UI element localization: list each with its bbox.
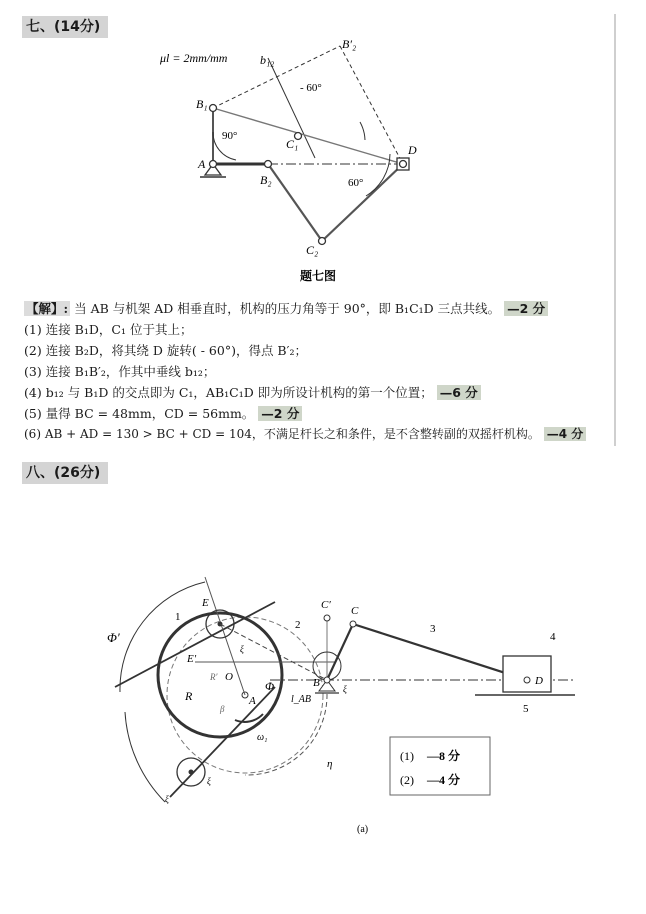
joint-B1 bbox=[210, 105, 217, 112]
section7-solution bbox=[24, 298, 624, 445]
score-badge: —2 分 bbox=[504, 301, 548, 316]
joint-B2 bbox=[265, 161, 272, 168]
line-B1-D bbox=[213, 108, 403, 164]
label-A-fig8: A bbox=[249, 695, 256, 707]
label-xi-2: ξ bbox=[343, 684, 347, 694]
label-B: B bbox=[313, 677, 320, 689]
arc-rotation-60a bbox=[360, 122, 365, 140]
label-B2: B₂ bbox=[260, 173, 272, 187]
joint-C2 bbox=[319, 238, 326, 245]
label-1: 1 bbox=[175, 611, 181, 623]
label-E: E bbox=[202, 597, 209, 609]
label-A: A bbox=[198, 157, 206, 171]
link-B2C2 bbox=[268, 164, 322, 241]
step-text: 连接 B₁D，C₁ 位于其上； bbox=[45, 322, 193, 337]
solution-step bbox=[24, 361, 624, 382]
arc-lower bbox=[125, 712, 165, 802]
label-C: C bbox=[351, 605, 359, 617]
label-phi: Φ bbox=[265, 679, 275, 693]
label-R-prime: R′ bbox=[210, 672, 218, 682]
step-number: (5) bbox=[24, 406, 42, 421]
label-omega1: ω₁ bbox=[257, 732, 268, 743]
score-box-item2-num: (2) bbox=[400, 773, 414, 787]
step-number: (2) bbox=[24, 343, 42, 358]
solution-step bbox=[24, 382, 624, 403]
step-text: 量得 BC = 48mm，CD = 56mm。 bbox=[45, 406, 255, 421]
label-90: 90° bbox=[222, 130, 238, 142]
score-badge: —6 分 bbox=[437, 385, 481, 400]
figure-8-cam-slider-diagram bbox=[95, 562, 605, 837]
link-C2D bbox=[322, 164, 403, 241]
scale-label: μl = 2mm/mm bbox=[160, 51, 228, 65]
label-E-prime: E′ bbox=[187, 653, 197, 665]
score-badge: —4 分 bbox=[544, 427, 587, 441]
slider-block bbox=[503, 656, 551, 692]
joint-C-prime bbox=[324, 615, 330, 621]
figure-7-caption: 题七图 bbox=[300, 269, 337, 283]
solution-intro-text: 当 AB 与机架 AD 相垂直时，机构的压力角等于 90°，即 B₁C₁D 三点共线。 bbox=[74, 301, 501, 316]
solution-step bbox=[24, 403, 624, 424]
label-minus60: - 60° bbox=[300, 82, 322, 94]
figure-7-linkage-diagram bbox=[140, 36, 460, 286]
score-box-item1-score: —8 分 bbox=[427, 749, 461, 763]
label-3: 3 bbox=[430, 623, 436, 635]
label-5: 5 bbox=[523, 703, 529, 715]
line-B2prime-D bbox=[340, 46, 403, 164]
label-phi-prime: Φ′ bbox=[107, 630, 120, 645]
roller-bottom-center bbox=[189, 770, 194, 775]
solution-tag: 【解】: bbox=[26, 301, 69, 316]
label-b12: b₁₂ bbox=[260, 53, 275, 67]
score-box-item2-score: —4 分 bbox=[427, 773, 461, 787]
section8-heading: 八、(26分) bbox=[22, 462, 108, 484]
step-text: 连接 B₂D，将其绕 D 旋转( - 60°)，得点 B′₂； bbox=[45, 343, 307, 358]
label-D: D bbox=[408, 143, 417, 157]
step-number: (6) bbox=[24, 427, 41, 441]
joint-D bbox=[524, 677, 530, 683]
label-C-prime: C′ bbox=[321, 599, 331, 611]
link-CD bbox=[353, 624, 527, 680]
solution-step bbox=[24, 424, 624, 445]
label-2: 2 bbox=[295, 619, 301, 631]
figure-8-caption: (a) bbox=[357, 824, 369, 835]
label-O: O bbox=[225, 671, 233, 683]
step-number: (3) bbox=[24, 364, 42, 379]
step-text: 连接 B₁B′₂，作其中垂线 b₁₂； bbox=[45, 364, 216, 379]
label-xi-1: ξ bbox=[240, 644, 244, 654]
label-lAB: l_AB bbox=[291, 694, 311, 705]
solution-step bbox=[24, 340, 624, 361]
section7-heading: 七、(14分) bbox=[22, 16, 108, 38]
solution-step bbox=[24, 319, 624, 340]
step-number: (4) bbox=[24, 385, 42, 400]
label-4: 4 bbox=[550, 631, 556, 643]
ground-support-D bbox=[397, 158, 409, 170]
step-text: b₁₂ 与 B₁D 的交点即为 C₁，AB₁C₁D 即为所设计机构的第一个位置； bbox=[45, 385, 433, 400]
label-60: 60° bbox=[348, 177, 364, 189]
solution-intro bbox=[24, 298, 624, 319]
step-text: AB + AD = 130 > BC + CD = 104，不满足杆长之和条件，是不含整转副的双摇杆机构。 bbox=[44, 427, 540, 441]
tangent-line-upper bbox=[115, 602, 275, 687]
label-eta: η bbox=[327, 758, 333, 770]
label-B1: B₁ bbox=[196, 97, 208, 111]
joint-C bbox=[350, 621, 356, 627]
score-badge: —2 分 bbox=[258, 406, 302, 421]
arc-rotation-60b bbox=[366, 154, 390, 196]
link-2 bbox=[220, 624, 327, 680]
label-xi-4: ξ bbox=[207, 776, 211, 786]
label-C1: C₁ bbox=[286, 137, 299, 151]
score-box-item1-num: (1) bbox=[400, 749, 414, 763]
label-D-fig8: D bbox=[535, 675, 543, 687]
label-C2: C₂ bbox=[306, 243, 319, 257]
label-R: R bbox=[185, 689, 193, 703]
label-xi-3: ξ bbox=[165, 794, 169, 804]
step-number: (1) bbox=[24, 322, 42, 337]
label-B2prime: B′₂ bbox=[342, 37, 357, 51]
label-beta: β bbox=[220, 704, 225, 714]
arc-phi-prime bbox=[120, 582, 205, 692]
